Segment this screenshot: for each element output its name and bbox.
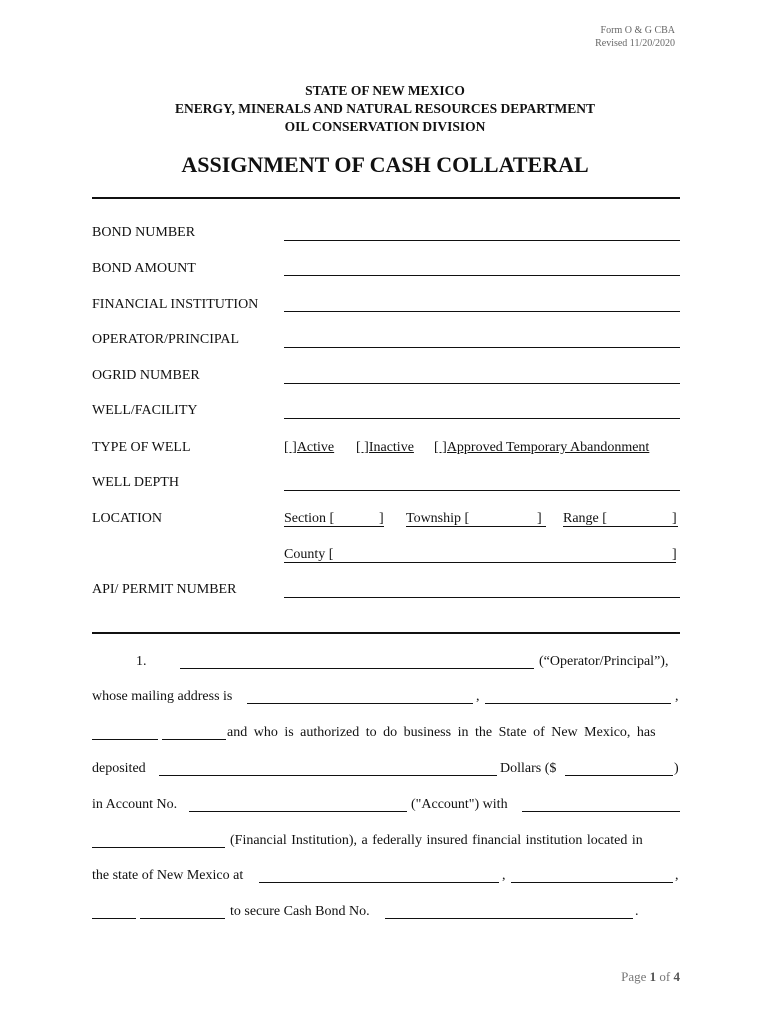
mailing-address-zip-field[interactable] bbox=[162, 739, 226, 740]
comma-2: , bbox=[675, 689, 679, 704]
page-current: 1 bbox=[649, 969, 657, 984]
authorized-text: and who is authorized to do business in the State of New Mexico, has bbox=[227, 725, 656, 740]
institution-address-city-field[interactable] bbox=[511, 882, 673, 883]
comma-1: , bbox=[476, 689, 480, 704]
township-label: Township [ bbox=[406, 511, 470, 526]
institution-address-zip-field[interactable] bbox=[140, 918, 225, 919]
operator-principal-name-field[interactable] bbox=[180, 668, 534, 669]
county-bracket-close: ] bbox=[672, 547, 677, 562]
header-department: ENERGY, MINERALS AND NATURAL RESOURCES DEPARTMENT bbox=[174, 101, 596, 116]
cash-bond-number-field[interactable] bbox=[385, 918, 633, 919]
deposit-amount-words-field[interactable] bbox=[159, 775, 497, 776]
institution-address-state-field[interactable] bbox=[92, 918, 136, 919]
account-institution-field[interactable] bbox=[522, 811, 680, 812]
range-label: Range [ bbox=[563, 511, 607, 526]
mailing-address-state-field[interactable] bbox=[92, 739, 158, 740]
well-facility-field[interactable] bbox=[284, 418, 680, 419]
operator-principal-suffix: (“Operator/Principal”), bbox=[539, 654, 669, 669]
dollars-paren-close: ) bbox=[674, 761, 679, 776]
label-ogrid-number: OGRID NUMBER bbox=[92, 368, 200, 383]
label-location: LOCATION bbox=[92, 511, 162, 526]
page-number bbox=[621, 969, 680, 985]
financial-institution-text: (Financial Institution), a federally insured financial institution located in bbox=[230, 833, 643, 848]
section-label: Section [ bbox=[284, 511, 335, 526]
checkbox-active[interactable]: [ ]Active bbox=[284, 440, 335, 455]
page-of: of bbox=[656, 969, 674, 984]
label-financial-institution: FINANCIAL INSTITUTION bbox=[92, 297, 259, 312]
api-permit-number-field[interactable] bbox=[284, 597, 680, 598]
comma-3: , bbox=[502, 868, 506, 883]
state-at-label: the state of New Mexico at bbox=[92, 868, 244, 883]
page-prefix: Page bbox=[621, 969, 650, 984]
checkbox-approved-temporary-abandonment[interactable]: [ ]Approved Temporary Abandonment bbox=[434, 440, 650, 455]
county-field[interactable] bbox=[340, 562, 670, 563]
financial-institution-name-field[interactable] bbox=[92, 847, 225, 848]
document-title: ASSIGNMENT OF CASH COLLATERAL bbox=[181, 152, 589, 177]
deposited-label: deposited bbox=[92, 761, 146, 776]
county-label: County [ bbox=[284, 547, 334, 562]
form-revised-date: Revised 11/20/2020 bbox=[595, 38, 675, 49]
page-total: 4 bbox=[673, 969, 680, 984]
account-with-label: ("Account") with bbox=[411, 797, 508, 812]
label-bond-number: BOND NUMBER bbox=[92, 225, 196, 240]
financial-institution-field[interactable] bbox=[284, 311, 680, 312]
label-bond-amount: BOND AMOUNT bbox=[92, 261, 196, 276]
form-code: Form O & G CBA bbox=[600, 25, 675, 36]
label-well-depth: WELL DEPTH bbox=[92, 475, 179, 490]
section-field[interactable] bbox=[338, 526, 378, 527]
bond-amount-field[interactable] bbox=[284, 275, 680, 276]
label-operator-principal: OPERATOR/PRINCIPAL bbox=[92, 332, 240, 347]
section-bracket-close: ] bbox=[379, 511, 384, 526]
title-divider bbox=[92, 197, 680, 199]
mailing-address-street-field[interactable] bbox=[247, 703, 473, 704]
section-divider bbox=[92, 632, 680, 634]
form-reference bbox=[595, 24, 675, 50]
township-bracket-close: ] bbox=[537, 511, 542, 526]
account-number-field[interactable] bbox=[189, 811, 407, 812]
mailing-address-city-field[interactable] bbox=[485, 703, 671, 704]
operator-principal-field[interactable] bbox=[284, 347, 680, 348]
paragraph-number: 1. bbox=[136, 654, 147, 669]
well-depth-field[interactable] bbox=[284, 490, 680, 491]
label-api-permit-number: API/ PERMIT NUMBER bbox=[92, 582, 237, 597]
deposit-amount-number-field[interactable] bbox=[565, 775, 673, 776]
checkbox-inactive[interactable]: [ ]Inactive bbox=[356, 440, 414, 455]
period: . bbox=[635, 904, 639, 919]
dollars-label: Dollars ($ bbox=[500, 761, 557, 776]
range-bracket-close: ] bbox=[672, 511, 677, 526]
account-number-label: in Account No. bbox=[92, 797, 178, 812]
mailing-address-label: whose mailing address is bbox=[92, 689, 233, 704]
label-well-facility: WELL/FACILITY bbox=[92, 403, 198, 418]
township-field[interactable] bbox=[478, 526, 534, 527]
header-division: OIL CONSERVATION DIVISION bbox=[284, 119, 486, 134]
label-type-of-well: TYPE OF WELL bbox=[92, 440, 191, 455]
secure-bond-label: to secure Cash Bond No. bbox=[230, 904, 370, 919]
ogrid-number-field[interactable] bbox=[284, 383, 680, 384]
institution-address-street-field[interactable] bbox=[259, 882, 499, 883]
header-state: STATE OF NEW MEXICO bbox=[305, 83, 465, 98]
bond-number-field[interactable] bbox=[284, 240, 680, 241]
comma-4: , bbox=[675, 868, 679, 883]
range-field[interactable] bbox=[613, 526, 669, 527]
